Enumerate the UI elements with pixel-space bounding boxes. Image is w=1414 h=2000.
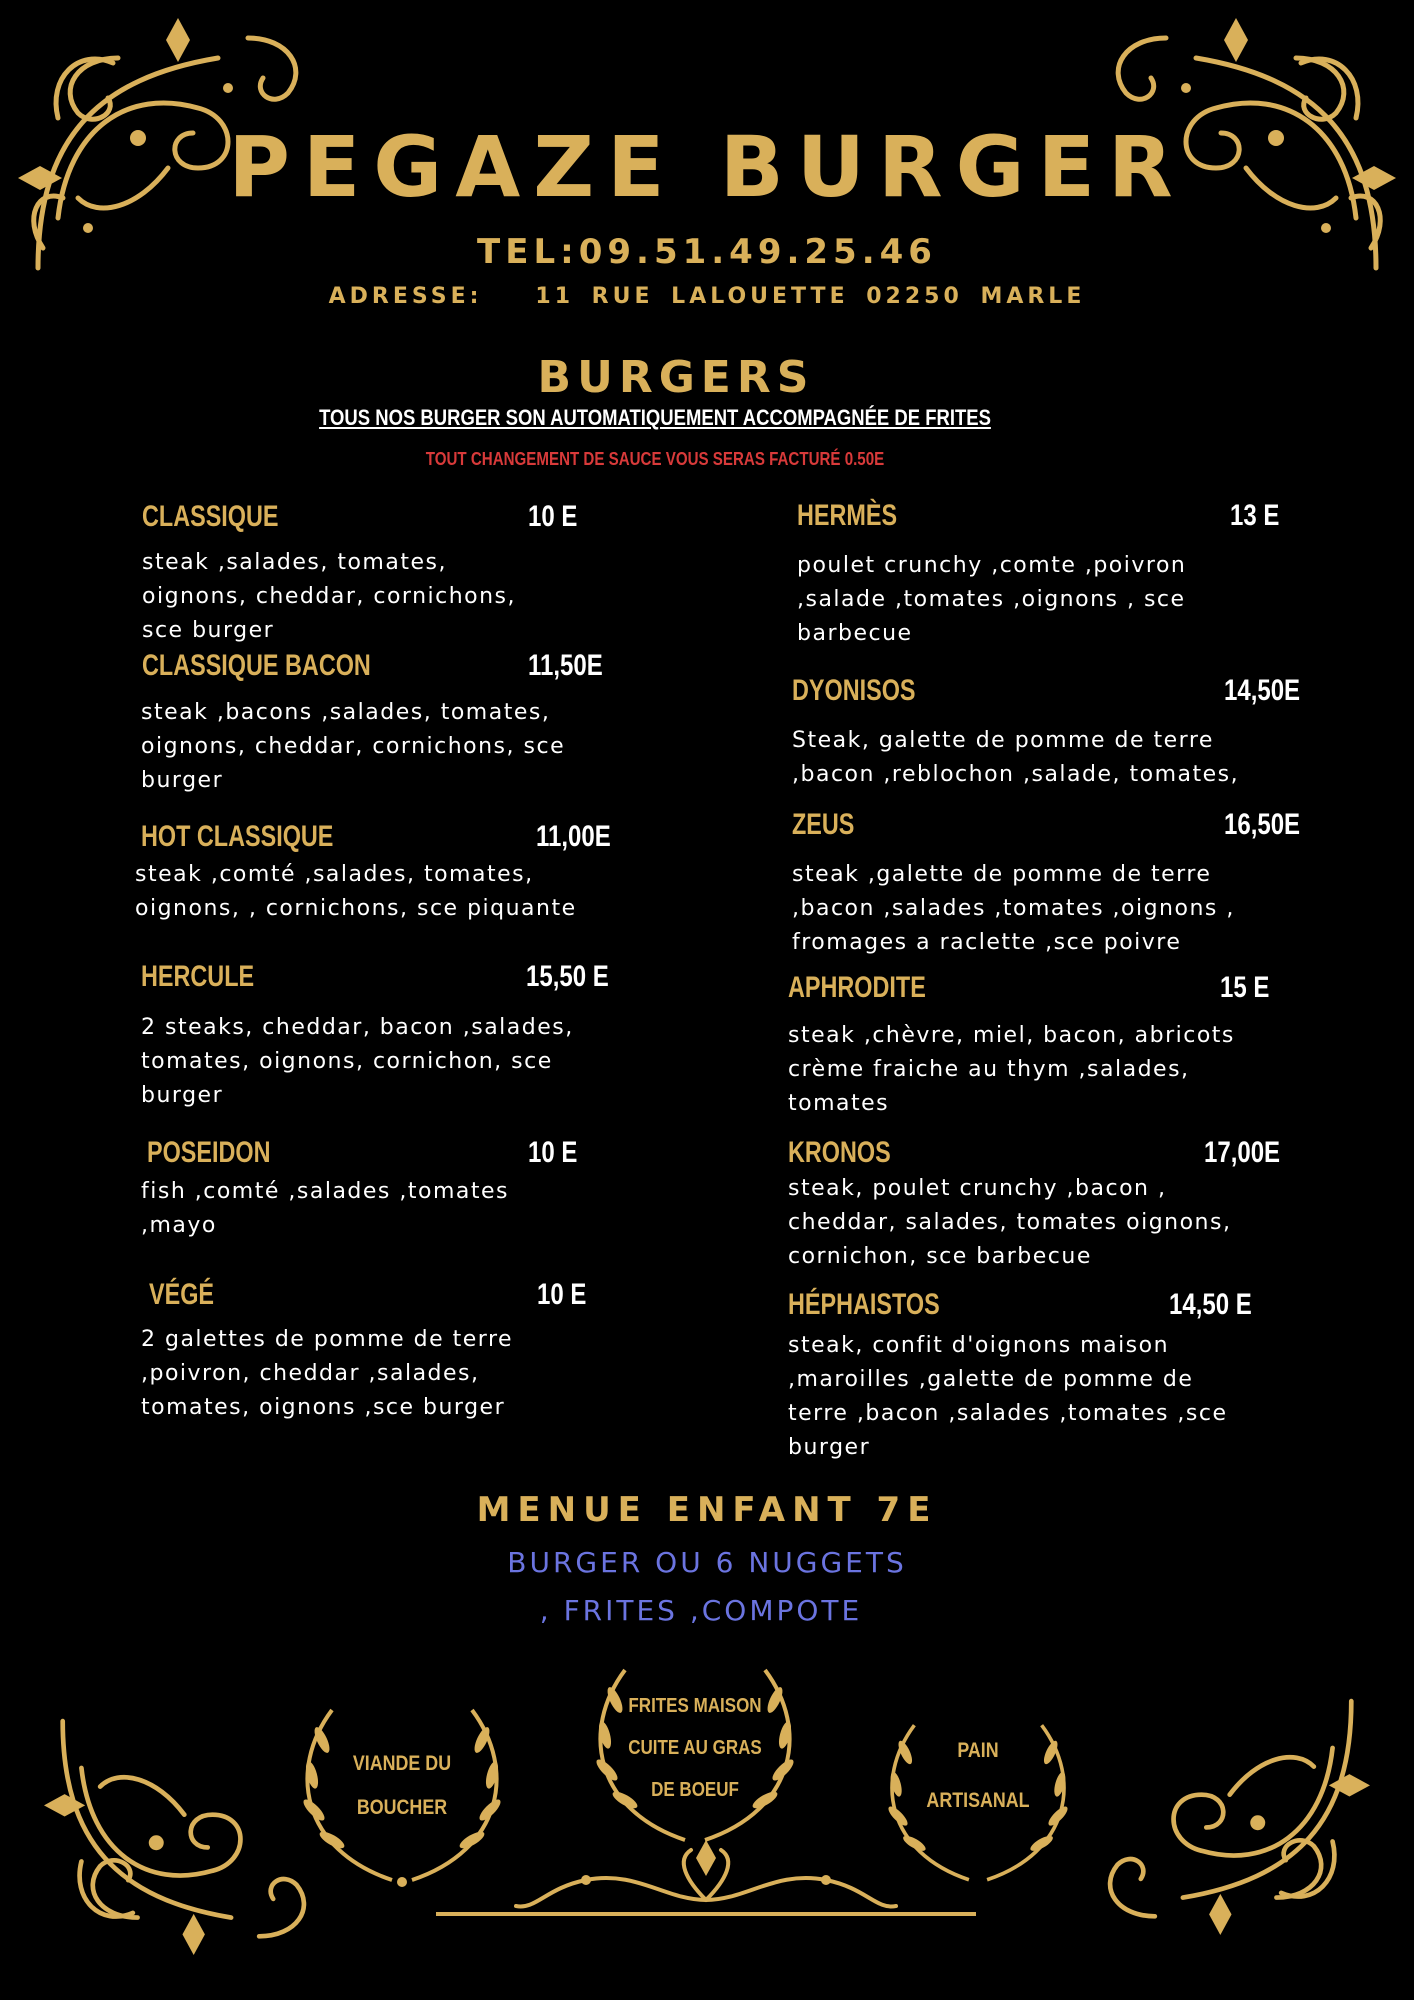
item-name: HERCULE <box>141 960 255 993</box>
item-name: APHRODITE <box>788 971 926 1004</box>
item-price: 15 E <box>1220 971 1270 1004</box>
ornament-bottom-right-icon <box>1080 1640 1370 1940</box>
address-line <box>0 284 1414 309</box>
item-description: 2 steaks, cheddar, bacon ,salades, tomates, oignons, cornichon, sce burger <box>141 1015 574 1108</box>
item-name: HOT CLASSIQUE <box>141 820 334 853</box>
address-value: 11 RUE LALOUETTE 02250 MARLE <box>535 284 1086 309</box>
item-name: HERMÈS <box>797 499 898 532</box>
item-name: HÉPHAISTOS <box>788 1288 940 1321</box>
item-name: CLASSIQUE BACON <box>142 649 371 682</box>
item-description: steak, poulet crunchy ,bacon , cheddar, salades, tomates oignons, cornichon, sce barbecue <box>788 1176 1232 1269</box>
item-description: steak ,comté ,salades, tomates, oignons, , cornichons, sce piquante <box>135 862 577 921</box>
item-description: steak ,bacons ,salades, tomates, oignons, cheddar, cornichons, sce burger <box>141 700 566 793</box>
item-price: 16,50E <box>1224 808 1301 841</box>
phone-number: TEL:09.51.49.25.46 <box>477 232 937 272</box>
item-description: steak ,chèvre, miel, bacon, abricots crème fraiche au thym ,salades, tomates <box>788 1023 1235 1116</box>
item-price: 15,50 E <box>526 960 609 993</box>
ornament-bottom-left-icon <box>44 1660 334 1960</box>
item-description: 2 galettes de pomme de terre ,poivron, cheddar ,salades, tomates, oignons ,sce burger <box>141 1327 514 1420</box>
item-price: 13 E <box>1230 499 1280 532</box>
item-description: steak, confit d'oignons maison ,maroilles ,galette de pomme de terre ,bacon ,salades ,tomates ,sce burger <box>788 1333 1228 1460</box>
badge-butcher-meat: VIANDE DU BOUCHER <box>352 1752 452 1819</box>
section-subtitle: TOUS NOS BURGER SON AUTOMATIQUEMENT ACCOMPAGNÉE DE FRITES <box>319 405 991 430</box>
badge-homemade-fries: FRITES MAISON CUITE AU GRAS DE BOEUF <box>628 1695 762 1801</box>
restaurant-title: PEGAZE BURGER <box>228 118 1186 216</box>
item-name: DYONISOS <box>792 674 916 707</box>
item-price: 10 E <box>537 1278 587 1311</box>
item-price: 14,50E <box>1224 674 1301 707</box>
badge-artisan-bread: PAIN ARTISANAL <box>926 1739 1030 1812</box>
item-description: steak ,galette de pomme de terre ,bacon ,salades ,tomates ,oignons , fromages a raclette ,sce poivre <box>792 862 1235 955</box>
item-price: 17,00E <box>1204 1136 1281 1169</box>
kids-menu-title: MENUE ENFANT 7E <box>476 1490 938 1530</box>
item-price: 11,00E <box>536 820 611 853</box>
item-description: fish ,comté ,salades ,tomates ,mayo <box>141 1179 509 1238</box>
item-description: poulet crunchy ,comte ,poivron ,salade ,tomates ,oignons , sce barbecue <box>797 553 1187 646</box>
item-description: steak ,salades, tomates, oignons, cheddar, cornichons, sce burger <box>142 550 517 643</box>
kids-menu-line: , FRITES ,COMPOTE <box>539 1594 863 1627</box>
item-name: VÉGÉ <box>149 1278 215 1311</box>
item-name: POSEIDON <box>147 1136 271 1169</box>
kids-menu-line: BURGER OU 6 NUGGETS <box>507 1546 907 1579</box>
item-name: KRONOS <box>788 1136 891 1169</box>
ornament-divider-icon <box>436 1840 976 1920</box>
item-name: CLASSIQUE <box>142 500 279 533</box>
address-label: ADRESSE: <box>328 284 483 309</box>
item-price: 11,50E <box>528 649 603 682</box>
item-name: ZEUS <box>792 808 855 841</box>
sauce-note: TOUT CHANGEMENT DE SAUCE VOUS SERAS FACTURÉ 0.50E <box>425 449 885 469</box>
item-price: 10 E <box>528 1136 578 1169</box>
item-description: Steak, galette de pomme de terre ,bacon ,reblochon ,salade, tomates, <box>792 728 1240 787</box>
item-price: 14,50 E <box>1169 1288 1252 1321</box>
item-price: 10 E <box>528 500 578 533</box>
section-heading: BURGERS <box>537 352 815 403</box>
